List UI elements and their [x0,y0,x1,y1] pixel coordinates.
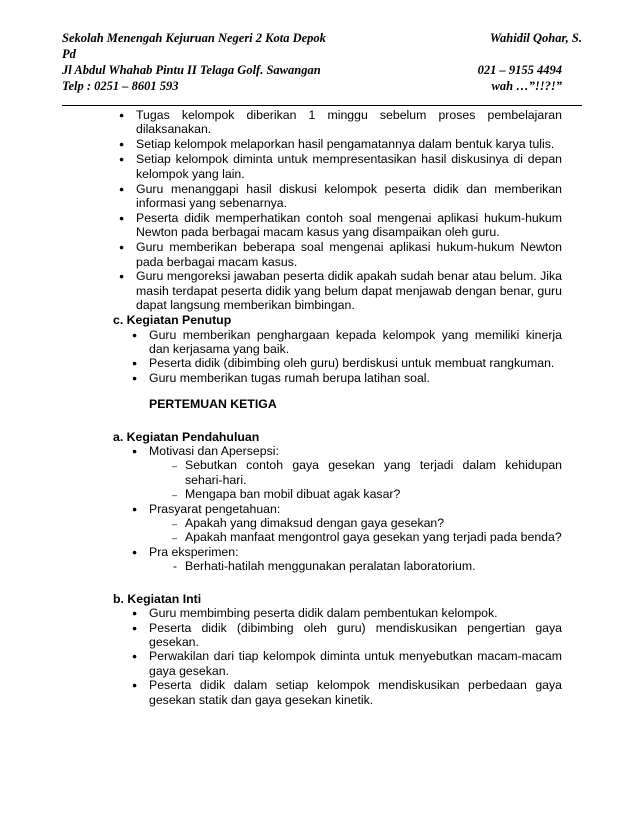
telp-number: Telp : 0251 – 8601 593 [62,79,179,93]
sub-item: – Apakah manfaat mengontrol gaya gesekan yang terjadi pada benda? [185,530,562,544]
sub-item: – Mengapa ban mobil dibuat agak kasar? [185,487,562,501]
author-name: Wahidil Qohar, S. [489,31,582,45]
section-title-penutup: c. Kegiatan Penutup [113,313,232,328]
school-name: Sekolah Menengah Kejuruan Negeri 2 Kota Depok [62,31,326,45]
list-item: ● Guru membimbing peserta didik dalam pembentukan kelompok. [149,606,562,620]
header-tagline: wah …”!!?!” [491,79,562,93]
section-title-inti: b. Kegiatan Inti [113,591,202,606]
list-item: ● Setiap kelompok melaporkan hasil pengamatannya dalam bentuk karya tulis. [136,137,562,151]
document-body [0,108,638,707]
sub-item: - Berhati-hatilah menggunakan peralatan laboratorium. [185,559,562,573]
prasyarat-list [149,502,562,516]
school-address: Jl Abdul Whahab Pintu II Telaga Golf. Sawangan [62,63,321,77]
list-item: ● Guru mengoreksi jawaban peserta didik apakah sudah benar atau belum. Jika masih terdapat peserta didik yang belum dapat menjawab dengan benar, guru dapat langsung memberikan bimbingan. [136,269,562,312]
sub-item: – Apakah yang dimaksud dengan gaya gesekan? [185,516,562,530]
author-name-cont: Pd [62,47,76,61]
list-item: ● Peserta didik memperhatikan contoh soal mengenai aplikasi hukum-hukum Newton pada berbagai macam kasus yang disampaikan oleh guru. [136,211,562,240]
section-title-pendahuluan: a. Kegiatan Pendahuluan [113,429,260,444]
list-item: ● Guru memberikan penghargaan kepada kelompok yang memiliki kinerja dan kerjasama yang baik. [149,328,562,357]
list-item: ● Pra eksperimen: [149,545,562,559]
list-item: ● Guru menanggapi hasil diskusi kelompok peserta didik dan memberikan informasi yang sebenarnya. [136,182,562,211]
phone-number: 021 – 9155 4494 [477,63,562,77]
pra-eksperimen-list [149,545,562,559]
list-item: ● Peserta didik (dibimbing oleh guru) mendiskusikan pengertian gaya gesekan. [149,621,562,650]
inti-continued-list [136,108,562,313]
pra-eksperimen-sublist [185,559,562,573]
list-item [149,444,562,458]
list-item: ● Guru memberikan tugas rumah berupa latihan soal. [149,371,562,385]
list-item: ● Guru memberikan beberapa soal mengenai aplikasi hukum-hukum Newton pada berbagai macam kasus. [136,240,562,269]
list-item: ● Setiap kelompok diminta untuk mempresentasikan hasil diskusinya di depan kelompok yang lain. [136,152,562,181]
meeting-heading: PERTEMUAN KETIGA [149,397,277,412]
list-item: ● Peserta didik (dibimbing oleh guru) berdiskusi untuk membuat rangkuman. [149,356,562,370]
pendahuluan-list [149,444,562,458]
list-item: ● Peserta didik dalam setiap kelompok mendiskusikan perbedaan gaya gesekan statik dan gaya gesekan kinetik. [149,678,562,707]
motivasi-sublist [185,458,562,501]
page-header [62,30,582,94]
inti-list [149,606,562,707]
prasyarat-sublist [185,516,562,545]
list-item: ● Tugas kelompok diberikan 1 minggu sebelum proses pembelajaran dilaksanakan. [136,108,562,137]
list-item: ● Perwakilan dari tiap kelompok diminta untuk menyebutkan macam-macam gaya gesekan. [149,649,562,678]
list-item: ● Prasyarat pengetahuan: [149,502,562,516]
header-divider [62,105,582,106]
penutup-list [149,328,562,386]
sub-item: – Sebutkan contoh gaya gesekan yang terjadi dalam kehidupan sehari-hari. [185,458,562,487]
motivasi-label: Motivasi dan Apersepsi: [149,444,279,459]
